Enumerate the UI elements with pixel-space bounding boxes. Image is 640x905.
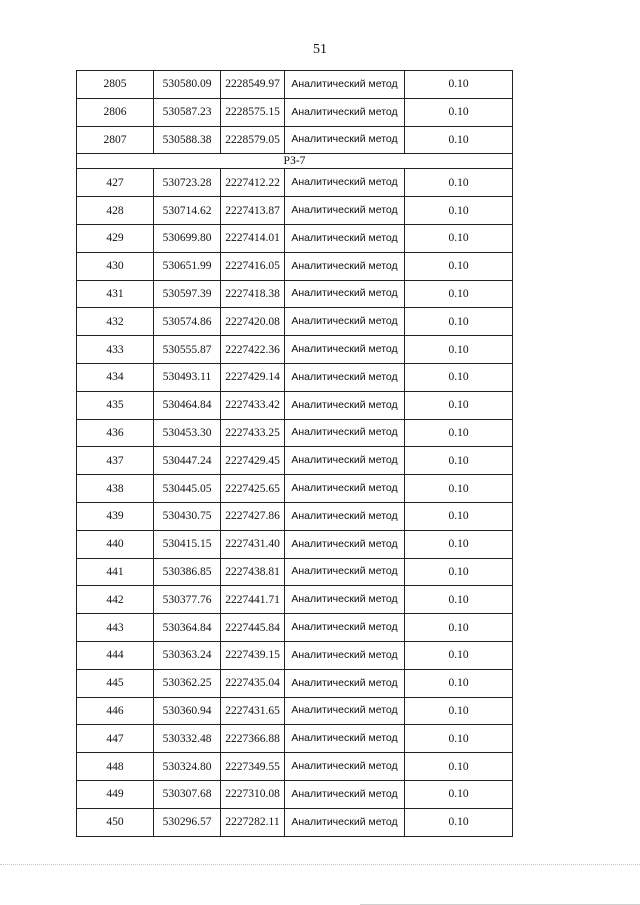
section-header-row — [77, 154, 513, 169]
y-coordinate-cell: 2227310.08 — [221, 780, 285, 808]
x-coordinate-cell: 530723.28 — [154, 169, 221, 197]
accuracy-cell: 0.10 — [405, 808, 513, 836]
method-cell: Аналитический метод — [285, 280, 405, 308]
y-coordinate-cell: 2227433.25 — [221, 419, 285, 447]
table-row — [77, 475, 513, 503]
point-number-cell: 434 — [77, 363, 154, 391]
accuracy-cell: 0.10 — [405, 280, 513, 308]
method-cell: Аналитический метод — [285, 252, 405, 280]
x-coordinate-cell: 530364.84 — [154, 614, 221, 642]
point-number-cell: 443 — [77, 614, 154, 642]
table-row — [77, 753, 513, 781]
y-coordinate-cell: 2227429.14 — [221, 363, 285, 391]
accuracy-cell: 0.10 — [405, 98, 513, 126]
point-number-cell: 428 — [77, 197, 154, 225]
accuracy-cell: 0.10 — [405, 419, 513, 447]
table-row — [77, 725, 513, 753]
x-coordinate-cell: 530386.85 — [154, 558, 221, 586]
method-cell: Аналитический метод — [285, 780, 405, 808]
y-coordinate-cell: 2227431.65 — [221, 697, 285, 725]
table-row — [77, 224, 513, 252]
accuracy-cell: 0.10 — [405, 780, 513, 808]
x-coordinate-cell: 530430.75 — [154, 502, 221, 530]
accuracy-cell: 0.10 — [405, 308, 513, 336]
y-coordinate-cell: 2227413.87 — [221, 197, 285, 225]
accuracy-cell: 0.10 — [405, 530, 513, 558]
table-row — [77, 391, 513, 419]
method-cell: Аналитический метод — [285, 753, 405, 781]
point-number-cell: 2805 — [77, 71, 154, 99]
method-cell: Аналитический метод — [285, 197, 405, 225]
method-cell: Аналитический метод — [285, 697, 405, 725]
accuracy-cell: 0.10 — [405, 697, 513, 725]
x-coordinate-cell: 530493.11 — [154, 363, 221, 391]
point-number-cell: 427 — [77, 169, 154, 197]
y-coordinate-cell: 2227349.55 — [221, 753, 285, 781]
table-row — [77, 336, 513, 364]
accuracy-cell: 0.10 — [405, 252, 513, 280]
x-coordinate-cell: 530714.62 — [154, 197, 221, 225]
method-cell: Аналитический метод — [285, 391, 405, 419]
y-coordinate-cell: 2227438.81 — [221, 558, 285, 586]
x-coordinate-cell: 530447.24 — [154, 447, 221, 475]
method-cell: Аналитический метод — [285, 725, 405, 753]
accuracy-cell: 0.10 — [405, 586, 513, 614]
table-row — [77, 669, 513, 697]
point-number-cell: 430 — [77, 252, 154, 280]
x-coordinate-cell: 530699.80 — [154, 224, 221, 252]
method-cell: Аналитический метод — [285, 586, 405, 614]
table-row — [77, 363, 513, 391]
point-number-cell: 431 — [77, 280, 154, 308]
x-coordinate-cell: 530445.05 — [154, 475, 221, 503]
y-coordinate-cell: 2227414.01 — [221, 224, 285, 252]
point-number-cell: 438 — [77, 475, 154, 503]
method-cell: Аналитический метод — [285, 502, 405, 530]
method-cell: Аналитический метод — [285, 224, 405, 252]
table-row — [77, 780, 513, 808]
x-coordinate-cell: 530587.23 — [154, 98, 221, 126]
table-row — [77, 280, 513, 308]
x-coordinate-cell: 530597.39 — [154, 280, 221, 308]
x-coordinate-cell: 530360.94 — [154, 697, 221, 725]
table-row — [77, 697, 513, 725]
point-number-cell: 437 — [77, 447, 154, 475]
point-number-cell: 432 — [77, 308, 154, 336]
table-row — [77, 169, 513, 197]
point-number-cell: 441 — [77, 558, 154, 586]
table-row — [77, 252, 513, 280]
y-coordinate-cell: 2227425.65 — [221, 475, 285, 503]
x-coordinate-cell: 530307.68 — [154, 780, 221, 808]
x-coordinate-cell: 530464.84 — [154, 391, 221, 419]
coordinates-table — [76, 70, 513, 837]
y-coordinate-cell: 2227441.71 — [221, 586, 285, 614]
x-coordinate-cell: 530415.15 — [154, 530, 221, 558]
section-label: РЗ-7 — [77, 154, 513, 169]
point-number-cell: 439 — [77, 502, 154, 530]
accuracy-cell: 0.10 — [405, 169, 513, 197]
point-number-cell: 447 — [77, 725, 154, 753]
accuracy-cell: 0.10 — [405, 447, 513, 475]
y-coordinate-cell: 2227420.08 — [221, 308, 285, 336]
accuracy-cell: 0.10 — [405, 391, 513, 419]
accuracy-cell: 0.10 — [405, 725, 513, 753]
y-coordinate-cell: 2227418.38 — [221, 280, 285, 308]
point-number-cell: 448 — [77, 753, 154, 781]
y-coordinate-cell: 2227431.40 — [221, 530, 285, 558]
accuracy-cell: 0.10 — [405, 475, 513, 503]
method-cell: Аналитический метод — [285, 419, 405, 447]
accuracy-cell: 0.10 — [405, 126, 513, 154]
y-coordinate-cell: 2227429.45 — [221, 447, 285, 475]
page-number: 51 — [313, 42, 327, 57]
method-cell: Аналитический метод — [285, 614, 405, 642]
y-coordinate-cell: 2228549.97 — [221, 71, 285, 99]
y-coordinate-cell: 2228575.15 — [221, 98, 285, 126]
accuracy-cell: 0.10 — [405, 558, 513, 586]
method-cell: Аналитический метод — [285, 558, 405, 586]
accuracy-cell: 0.10 — [405, 753, 513, 781]
table-row — [77, 419, 513, 447]
x-coordinate-cell: 530363.24 — [154, 641, 221, 669]
point-number-cell: 445 — [77, 669, 154, 697]
y-coordinate-cell: 2227445.84 — [221, 614, 285, 642]
point-number-cell: 429 — [77, 224, 154, 252]
table-row — [77, 71, 513, 99]
table-row — [77, 530, 513, 558]
x-coordinate-cell: 530324.80 — [154, 753, 221, 781]
x-coordinate-cell: 530332.48 — [154, 725, 221, 753]
y-coordinate-cell: 2227282.11 — [221, 808, 285, 836]
table-row — [77, 641, 513, 669]
x-coordinate-cell: 530574.86 — [154, 308, 221, 336]
table-row — [77, 98, 513, 126]
table-row — [77, 447, 513, 475]
method-cell: Аналитический метод — [285, 669, 405, 697]
method-cell: Аналитический метод — [285, 363, 405, 391]
method-cell: Аналитический метод — [285, 169, 405, 197]
x-coordinate-cell: 530453.30 — [154, 419, 221, 447]
x-coordinate-cell: 530362.25 — [154, 669, 221, 697]
y-coordinate-cell: 2227366.88 — [221, 725, 285, 753]
accuracy-cell: 0.10 — [405, 502, 513, 530]
method-cell: Аналитический метод — [285, 530, 405, 558]
method-cell: Аналитический метод — [285, 126, 405, 154]
point-number-cell: 444 — [77, 641, 154, 669]
y-coordinate-cell: 2227427.86 — [221, 502, 285, 530]
x-coordinate-cell: 530651.99 — [154, 252, 221, 280]
x-coordinate-cell: 530377.76 — [154, 586, 221, 614]
accuracy-cell: 0.10 — [405, 614, 513, 642]
x-coordinate-cell: 530296.57 — [154, 808, 221, 836]
accuracy-cell: 0.10 — [405, 363, 513, 391]
method-cell: Аналитический метод — [285, 336, 405, 364]
x-coordinate-cell: 530580.09 — [154, 71, 221, 99]
y-coordinate-cell: 2227439.15 — [221, 641, 285, 669]
accuracy-cell: 0.10 — [405, 197, 513, 225]
method-cell: Аналитический метод — [285, 641, 405, 669]
method-cell: Аналитический метод — [285, 308, 405, 336]
y-coordinate-cell: 2227433.42 — [221, 391, 285, 419]
table-row — [77, 126, 513, 154]
method-cell: Аналитический метод — [285, 98, 405, 126]
method-cell: Аналитический метод — [285, 808, 405, 836]
y-coordinate-cell: 2227416.05 — [221, 252, 285, 280]
accuracy-cell: 0.10 — [405, 224, 513, 252]
point-number-cell: 435 — [77, 391, 154, 419]
table-row — [77, 197, 513, 225]
accuracy-cell: 0.10 — [405, 641, 513, 669]
point-number-cell: 442 — [77, 586, 154, 614]
x-coordinate-cell: 530588.38 — [154, 126, 221, 154]
y-coordinate-cell: 2227412.22 — [221, 169, 285, 197]
table-row — [77, 614, 513, 642]
point-number-cell: 449 — [77, 780, 154, 808]
point-number-cell: 436 — [77, 419, 154, 447]
accuracy-cell: 0.10 — [405, 669, 513, 697]
point-number-cell: 450 — [77, 808, 154, 836]
table-row — [77, 502, 513, 530]
point-number-cell: 2807 — [77, 126, 154, 154]
accuracy-cell: 0.10 — [405, 71, 513, 99]
method-cell: Аналитический метод — [285, 71, 405, 99]
table-row — [77, 308, 513, 336]
point-number-cell: 446 — [77, 697, 154, 725]
y-coordinate-cell: 2227435.04 — [221, 669, 285, 697]
point-number-cell: 433 — [77, 336, 154, 364]
table-row — [77, 808, 513, 836]
table-row — [77, 586, 513, 614]
point-number-cell: 440 — [77, 530, 154, 558]
point-number-cell: 2806 — [77, 98, 154, 126]
y-coordinate-cell: 2228579.05 — [221, 126, 285, 154]
coordinates-table-body — [77, 71, 513, 837]
scan-artifact-dotted-line — [0, 864, 640, 865]
accuracy-cell: 0.10 — [405, 336, 513, 364]
y-coordinate-cell: 2227422.36 — [221, 336, 285, 364]
x-coordinate-cell: 530555.87 — [154, 336, 221, 364]
table-row — [77, 558, 513, 586]
method-cell: Аналитический метод — [285, 447, 405, 475]
method-cell: Аналитический метод — [285, 475, 405, 503]
